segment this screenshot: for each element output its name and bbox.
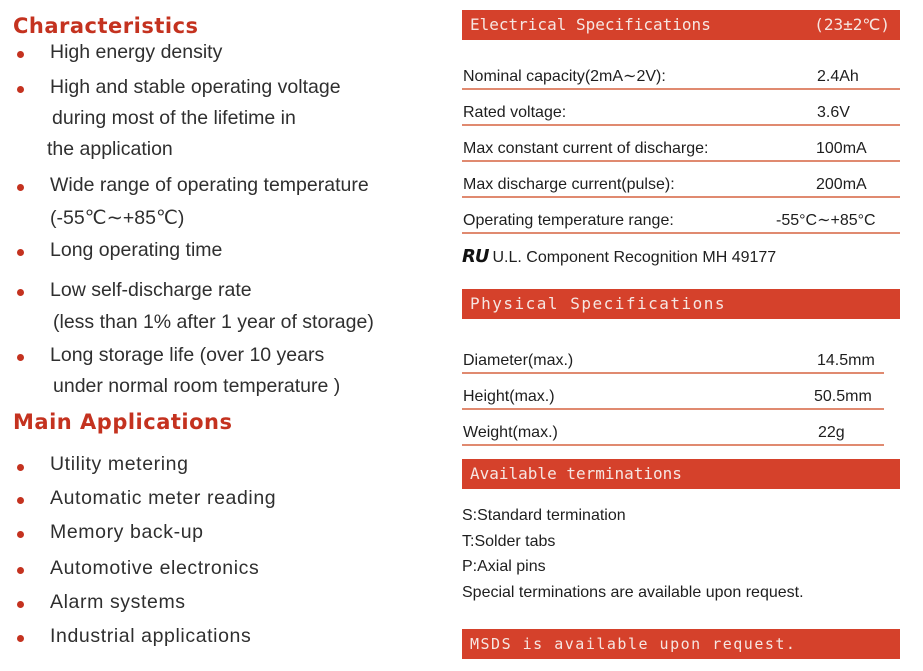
electrical-specs-condition: (23±2℃) bbox=[814, 15, 890, 34]
bullet-icon bbox=[17, 249, 24, 256]
application-item: Alarm systems bbox=[50, 591, 186, 613]
characteristic-item: Long operating time bbox=[50, 239, 223, 261]
termination-item: T:Solder tabs bbox=[462, 533, 556, 550]
bullet-icon bbox=[17, 464, 24, 471]
spec-label: Rated voltage: bbox=[463, 104, 567, 121]
characteristics-heading: Characteristics bbox=[13, 14, 199, 38]
bullet-icon bbox=[17, 86, 24, 93]
bullet-icon bbox=[17, 635, 24, 642]
ul-recognition bbox=[462, 246, 842, 270]
electrical-specs-title: Electrical Specifications bbox=[470, 15, 711, 34]
spec-label: Diameter(max.) bbox=[463, 352, 574, 369]
characteristic-item: High and stable operating voltage bbox=[50, 76, 341, 98]
characteristic-item-continued: during most of the lifetime in bbox=[52, 107, 296, 129]
characteristic-item-continued: the application bbox=[47, 138, 173, 160]
spec-label: Operating temperature range: bbox=[463, 212, 674, 229]
spec-value: 2.4Ah bbox=[817, 68, 859, 85]
terminations-title: Available terminations bbox=[470, 464, 682, 483]
characteristic-item: Long storage life (over 10 years bbox=[50, 344, 325, 366]
spec-label: Nominal capacity(2mA∼2V): bbox=[463, 68, 666, 85]
bullet-icon bbox=[17, 601, 24, 608]
spec-row bbox=[462, 64, 900, 90]
spec-value: 14.5mm bbox=[817, 352, 875, 369]
ul-logo-icon: RU bbox=[462, 246, 489, 267]
spec-row bbox=[462, 348, 884, 374]
spec-row bbox=[462, 136, 900, 162]
msds-text: MSDS is available upon request. bbox=[470, 635, 797, 653]
application-item: Memory back-up bbox=[50, 521, 204, 543]
termination-item: P:Axial pins bbox=[462, 558, 546, 575]
application-item: Automotive electronics bbox=[50, 557, 260, 579]
application-item: Automatic meter reading bbox=[50, 487, 277, 509]
application-item: Industrial applications bbox=[50, 625, 252, 647]
spec-row bbox=[462, 100, 900, 126]
spec-row bbox=[462, 208, 900, 234]
bullet-icon bbox=[17, 51, 24, 58]
termination-item: S:Standard termination bbox=[462, 507, 626, 524]
spec-label: Max constant current of discharge: bbox=[463, 140, 709, 157]
spec-row bbox=[462, 420, 884, 446]
characteristic-item-continued: under normal room temperature ) bbox=[53, 375, 341, 397]
bullet-icon bbox=[17, 354, 24, 361]
spec-value: 3.6V bbox=[817, 104, 850, 121]
spec-row bbox=[462, 172, 900, 198]
termination-item: Special terminations are available upon request. bbox=[462, 584, 804, 601]
bullet-icon bbox=[17, 497, 24, 504]
ul-recognition-text: U.L. Component Recognition MH 49177 bbox=[492, 249, 777, 266]
terminations-header bbox=[462, 459, 900, 489]
bullet-icon bbox=[17, 567, 24, 574]
spec-label: Weight(max.) bbox=[463, 424, 558, 441]
spec-value: 22g bbox=[818, 424, 845, 441]
physical-specs-title: Physical Specifications bbox=[470, 294, 727, 313]
spec-row bbox=[462, 384, 884, 410]
spec-value: 50.5mm bbox=[814, 388, 872, 405]
characteristic-item: Wide range of operating temperature bbox=[50, 174, 369, 196]
spec-label: Max discharge current(pulse): bbox=[463, 176, 675, 193]
bullet-icon bbox=[17, 531, 24, 538]
msds-banner bbox=[462, 629, 900, 659]
spec-label: Height(max.) bbox=[463, 388, 555, 405]
physical-specs-header bbox=[462, 289, 900, 319]
applications-heading: Main Applications bbox=[13, 410, 233, 434]
electrical-specs-header bbox=[462, 10, 900, 40]
characteristic-item: Low self-discharge rate bbox=[50, 279, 252, 301]
characteristic-item: High energy density bbox=[50, 41, 223, 63]
application-item: Utility metering bbox=[50, 453, 189, 475]
spec-value: 200mA bbox=[816, 176, 867, 193]
characteristic-item-continued: (-55℃∼+85℃) bbox=[50, 207, 185, 229]
characteristic-item-continued: (less than 1% after 1 year of storage) bbox=[53, 311, 374, 333]
bullet-icon bbox=[17, 289, 24, 296]
spec-value: 100mA bbox=[816, 140, 867, 157]
bullet-icon bbox=[17, 184, 24, 191]
spec-value: -55°C∼+85°C bbox=[776, 212, 876, 229]
